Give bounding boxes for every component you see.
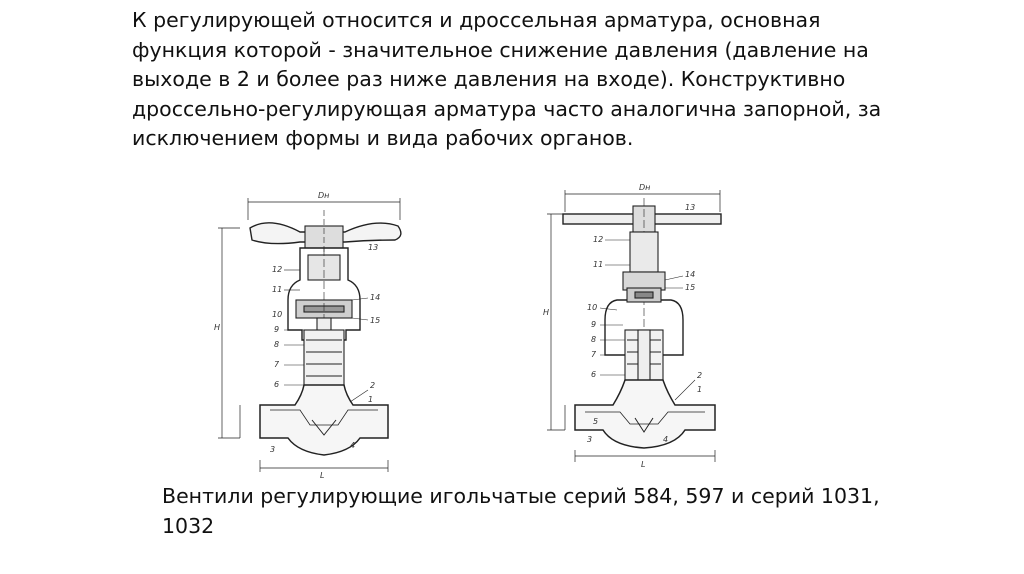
dim-length-label: L <box>320 471 325 480</box>
callout-13: 13 <box>685 203 696 212</box>
callout-10: 10 <box>587 303 598 312</box>
callout-11: 11 <box>593 260 604 269</box>
callout-5: 5 <box>593 417 599 426</box>
callout-3: 3 <box>587 435 593 444</box>
callout-15: 15 <box>685 283 696 292</box>
callout-6: 6 <box>591 370 597 379</box>
callout-6: 6 <box>274 380 280 389</box>
callout-4: 4 <box>350 441 356 450</box>
callout-8: 8 <box>591 335 597 344</box>
callout-8: 8 <box>274 340 280 349</box>
callout-9: 9 <box>274 325 280 334</box>
callout-3: 3 <box>270 445 276 454</box>
callout-13: 13 <box>368 243 379 252</box>
callout-12: 12 <box>272 265 283 274</box>
dim-top-label: Dн <box>318 191 330 200</box>
valve-drawing-right <box>535 180 740 470</box>
callout-12: 12 <box>593 235 604 244</box>
callout-1: 1 <box>368 395 374 404</box>
description-paragraph: К регулирующей относится и дроссельная арматура, основная функция которой - значительное снижение давления (давление на выходе в 2 и более раз ниже давления на входе). Конструктивно дроссельно-регулирующая арматура часто аналогична запорной, за исключением формы и вида рабочих органов. <box>132 8 882 150</box>
callout-14: 14 <box>370 293 381 302</box>
valve-drawing-left <box>200 180 430 480</box>
callout-7: 7 <box>591 350 597 359</box>
callout-1: 1 <box>697 385 703 394</box>
callout-2: 2 <box>370 381 376 390</box>
callout-9: 9 <box>591 320 597 329</box>
dim-length-label: L <box>641 460 646 469</box>
callout-2: 2 <box>697 371 703 380</box>
callout-10: 10 <box>272 310 283 319</box>
callout-14: 14 <box>685 270 696 279</box>
callout-7: 7 <box>274 360 280 369</box>
callout-15: 15 <box>370 316 381 325</box>
figure-caption: Вентили регулирующие игольчатые серий 584, 597 и серий 1031, 1032 <box>162 484 880 538</box>
dim-height-label: H <box>214 323 221 332</box>
callout-4: 4 <box>663 435 669 444</box>
dim-top-label: Dн <box>639 183 651 192</box>
dim-height-label: H <box>543 308 550 317</box>
callout-11: 11 <box>272 285 283 294</box>
